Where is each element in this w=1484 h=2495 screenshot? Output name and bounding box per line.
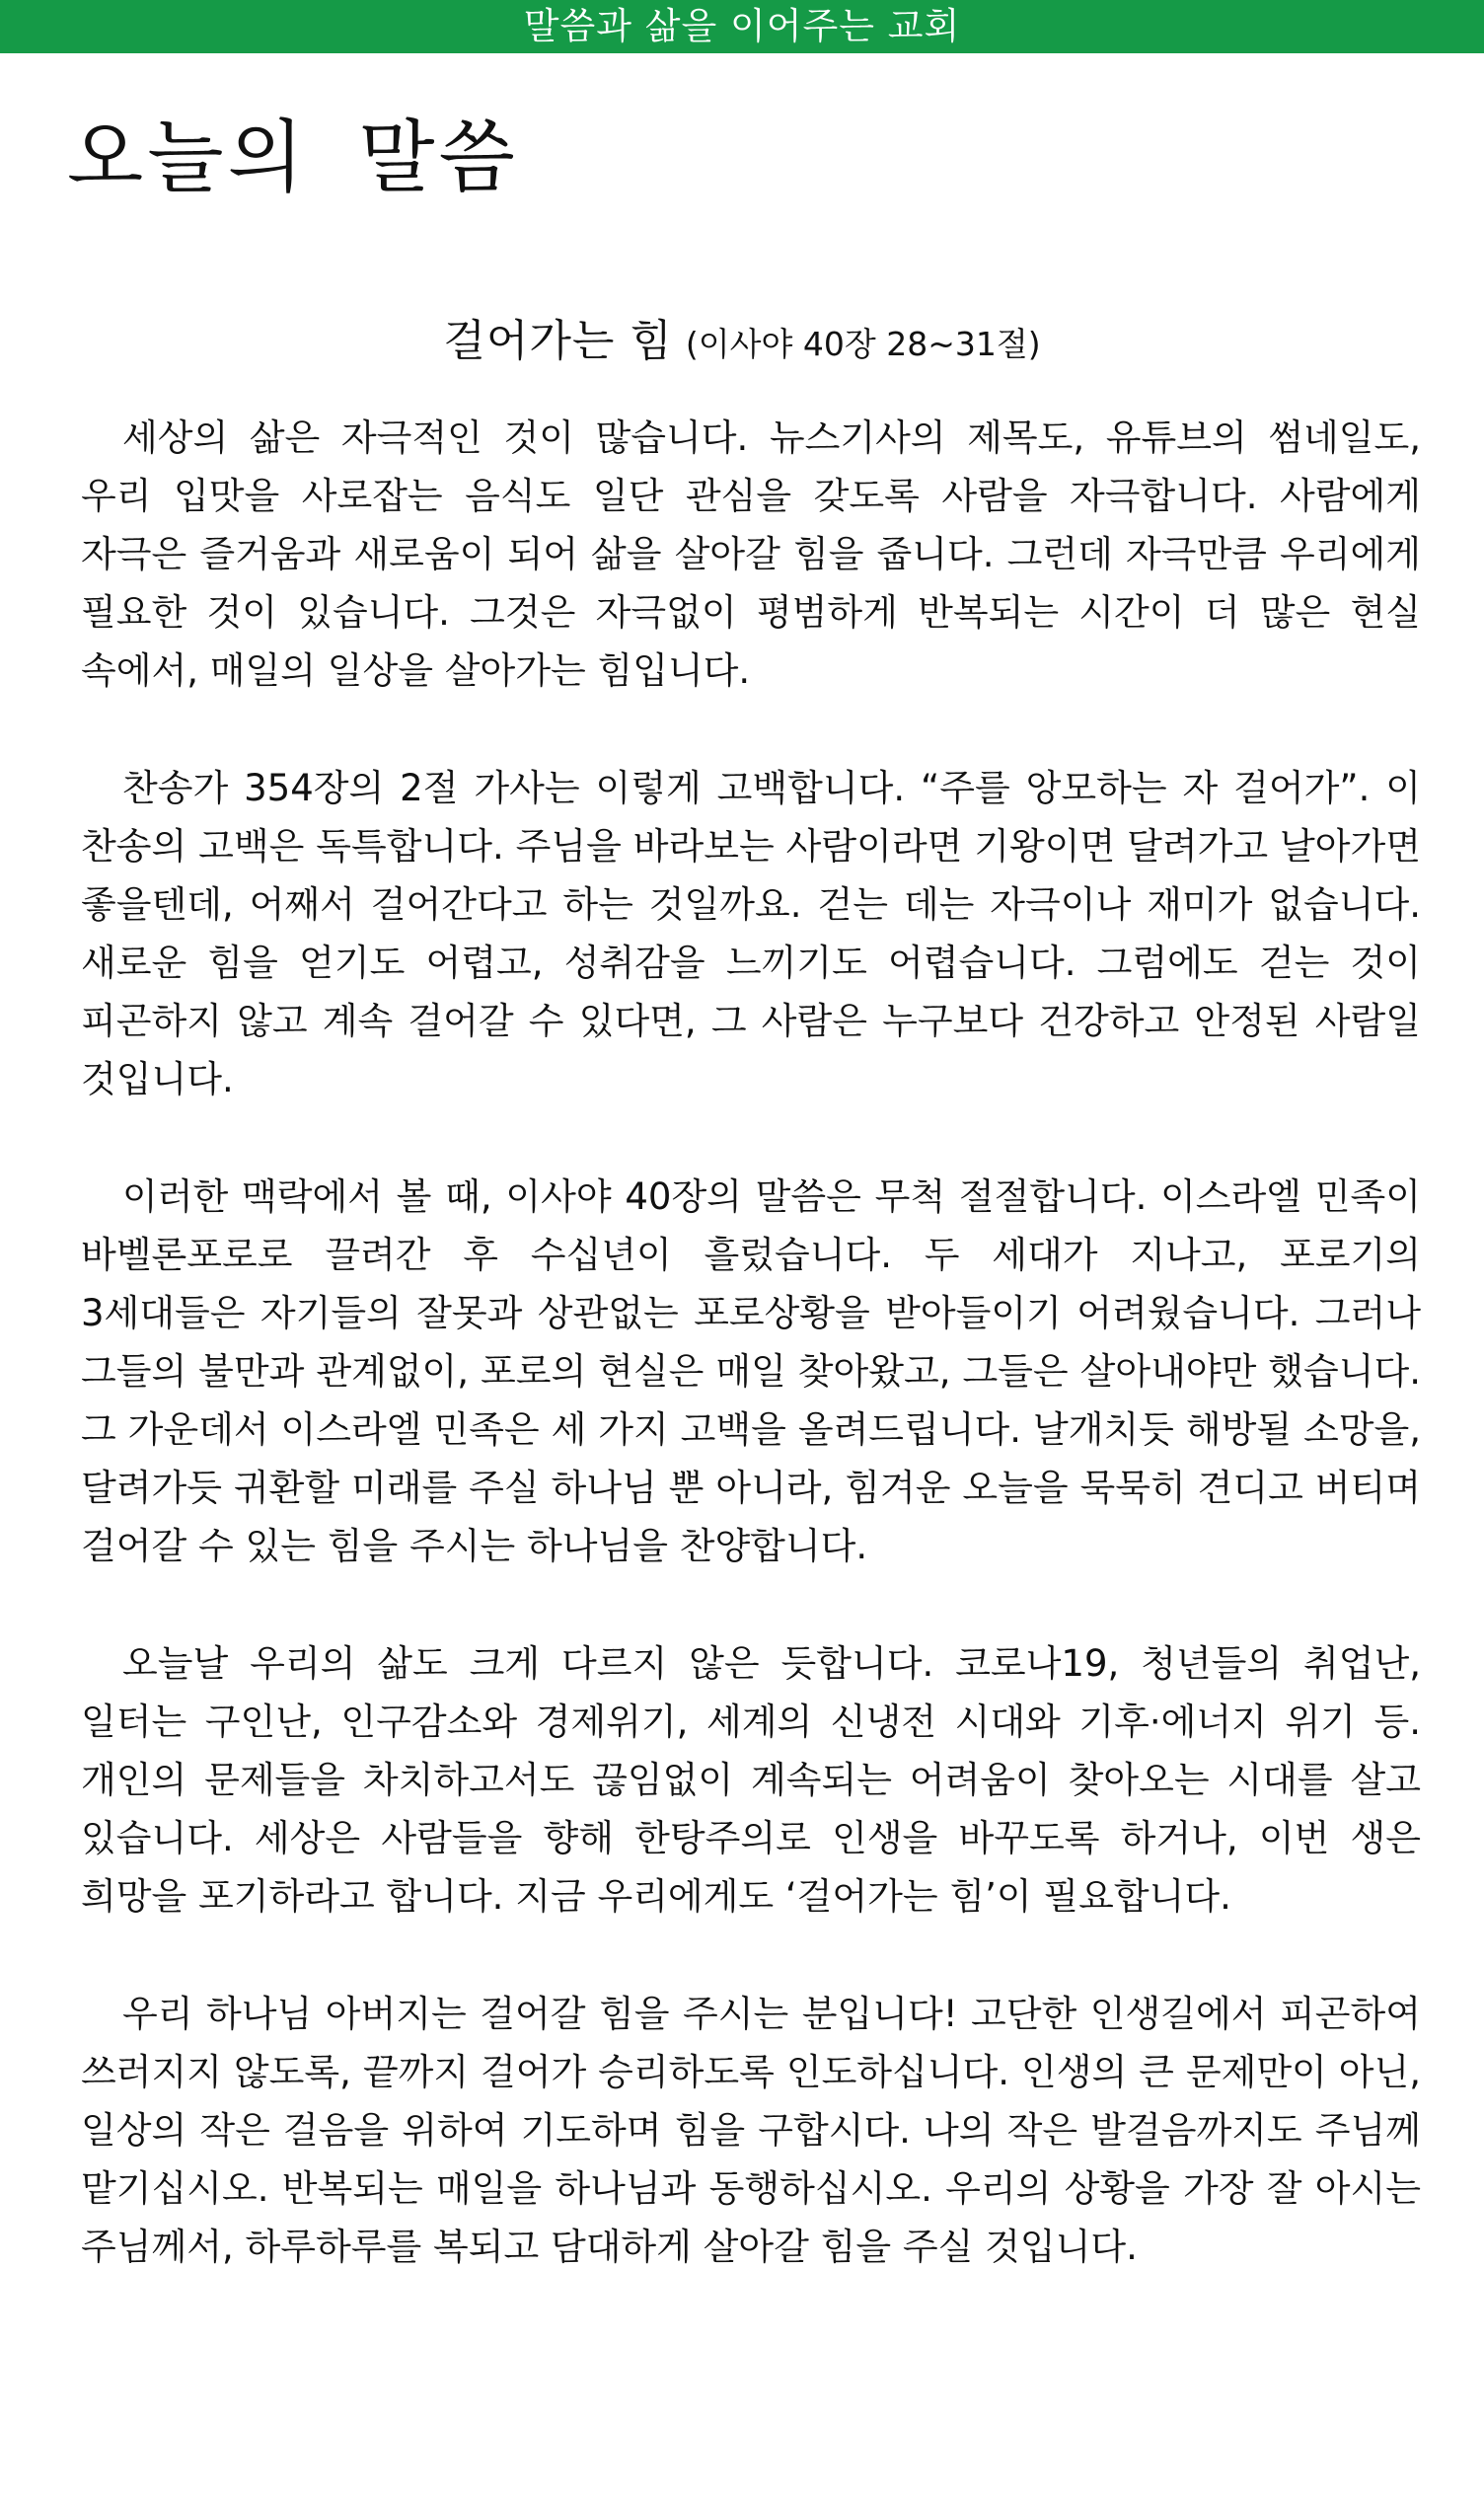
sermon-paragraph-1: 세상의 삶은 자극적인 것이 많습니다. 뉴스기사의 제목도, 유튜브의 썸네일도, 우리 입맛을 사로잡는 음식도 일단 관심을 갖도록 사람을 자극합니다. 사람에게 자극은 즐거움과 새로움이 되어 삶을 살아갈 힘을 줍니다. 그런데 자극만큼 우리에게 필요한 것이 있습니다. 그것은 자극없이 평범하게 반복되는 시간이 더 많은 현실 속에서, 매일의 일상을 살아가는 힘입니다. <box>81 416 1421 692</box>
sermon-heading <box>0 314 1484 369</box>
scripture-reference: (이사야 40장 28~31절) <box>685 325 1041 363</box>
sermon-paragraph-3: 이러한 맥락에서 볼 때, 이사야 40장의 말씀은 무척 절절합니다. 이스라엘 민족이 바벨론포로로 끌려간 후 수십년이 흘렀습니다. 두 세대가 지나고, 포로기의 3세대들은 자기들의 잘못과 상관없는 포로상황을 받아들이기 어려웠습니다. 그러나 그들의 불만과 관계없이, 포로의 현실은 매일 찾아왔고, 그들은 살아내야만 했습니다. 그 가운데서 이스라엘 민족은 세 가지 고백을 올려드립니다. 날개치듯 해방될 소망을, 달려가듯 귀환할 미래를 주실 하나님 뿐 아니라, 힘겨운 오늘을 묵묵히 견디고 버티며 걸어갈 수 있는 힘을 주시는 하나님을 찬양합니다. <box>81 1175 1421 1567</box>
page-title: 오늘의 말씀 <box>67 112 519 203</box>
church-banner: 말씀과 삶을 이어주는 교회 <box>0 0 1484 53</box>
sermon-body <box>81 409 1421 2335</box>
sermon-paragraph-5: 우리 하나님 아버지는 걸어갈 힘을 주시는 분입니다! 고단한 인생길에서 피곤하여 쓰러지지 않도록, 끝까지 걸어가 승리하도록 인도하십니다. 인생의 큰 문제만이 아닌, 일상의 작은 걸음을 위하여 기도하며 힘을 구합시다. 나의 작은 발걸음까지도 주님께 맡기십시오. 반복되는 매일을 하나님과 동행하십시오. 우리의 상황을 가장 잘 아시는 주님께서, 하루하루를 복되고 담대하게 살아갈 힘을 주실 것입니다. <box>81 1993 1421 2268</box>
sermon-title: 걸어가는 힘 <box>443 316 673 366</box>
sermon-paragraph-4: 오늘날 우리의 삶도 크게 다르지 않은 듯합니다. 코로나19, 청년들의 취업난, 일터는 구인난, 인구감소와 경제위기, 세계의 신냉전 시대와 기후·에너지 위기 등. 개인의 문제들을 차치하고서도 끊임없이 계속되는 어려움이 찾아오는 시대를 살고 있습니다. 세상은 사람들을 향해 한탕주의로 인생을 바꾸도록 하거나, 이번 생은 희망을 포기하라고 합니다. 지금 우리에게도 ‘걸어가는 힘’이 필요합니다. <box>81 1642 1421 1918</box>
sermon-paragraph-2: 찬송가 354장의 2절 가사는 이렇게 고백합니다. “주를 앙모하는 자 걸어가”. 이 찬송의 고백은 독특합니다. 주님을 바라보는 사람이라면 기왕이면 달려가고 날아가면 좋을텐데, 어째서 걸어간다고 하는 것일까요. 걷는 데는 자극이나 재미가 없습니다. 새로운 힘을 얻기도 어렵고, 성취감을 느끼기도 어렵습니다. 그럼에도 걷는 것이 피곤하지 않고 계속 걸어갈 수 있다면, 그 사람은 누구보다 건강하고 안정된 사람일 것입니다. <box>81 767 1421 1100</box>
